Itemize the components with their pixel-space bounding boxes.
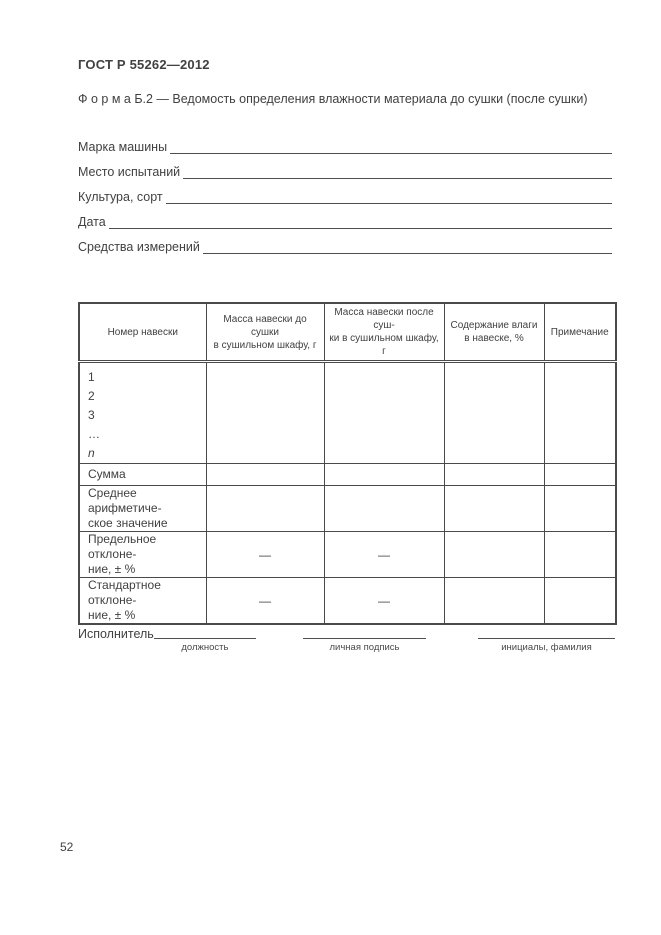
standard-number: ГОСТ Р 55262—2012: [78, 57, 210, 72]
col-header-line: в сушильном шкафу, г: [213, 339, 317, 351]
signature-caption: личная подпись: [329, 642, 400, 653]
empty-cell: [544, 532, 616, 578]
sample-numbers-cell: [79, 362, 206, 464]
table-row-samples: [79, 362, 616, 464]
form-field-crop-variety: [78, 179, 612, 204]
col-header-line: Масса навески после суш-: [334, 307, 434, 331]
dash-cell: —: [324, 532, 444, 578]
empty-cell: [544, 486, 616, 532]
dash-cell: —: [324, 578, 444, 625]
row-label-line: ние, ± %: [88, 562, 136, 576]
field-blank-line: [109, 204, 612, 229]
dash-cell: —: [206, 532, 324, 578]
empty-cell: [324, 486, 444, 532]
col-header-sample-number: [79, 303, 206, 362]
form-field-measuring-instruments: [78, 229, 612, 254]
table-row-limit-deviation: [79, 532, 616, 578]
col-header-line: в навеске, %: [464, 333, 524, 344]
empty-cell: [444, 362, 544, 464]
col-header-line: Содержание влаги: [450, 320, 538, 331]
sample-number: …: [88, 427, 100, 441]
empty-cell: [444, 578, 544, 625]
row-label: [79, 578, 206, 625]
row-label-line: Среднее арифметиче-: [88, 486, 162, 515]
signature-line: [154, 627, 256, 639]
signature-personal: [303, 627, 426, 653]
dash-cell: —: [206, 578, 324, 625]
empty-cell: [206, 464, 324, 486]
row-label: [79, 464, 206, 486]
field-label: Дата: [78, 215, 106, 229]
field-label: Место испытаний: [78, 165, 181, 179]
col-header-line: Номер навески: [107, 326, 178, 338]
row-label-line: Стандартное отклоне-: [88, 578, 161, 607]
signature-position: [154, 627, 256, 653]
form-field-date: [78, 204, 612, 229]
form-field-machine-brand: [78, 129, 612, 154]
row-label-line: ское значение: [88, 516, 168, 530]
field-blank-line: [203, 229, 612, 254]
col-header-moisture-content: [444, 303, 544, 362]
field-blank-line: [166, 179, 612, 204]
empty-cell: [544, 464, 616, 486]
empty-cell: [444, 464, 544, 486]
row-label: [79, 532, 206, 578]
signature-caption: должность: [181, 642, 229, 653]
table-header-row: [79, 303, 616, 362]
empty-cell: [444, 532, 544, 578]
empty-cell: [544, 578, 616, 625]
signature-caption: инициалы, фамилия: [501, 642, 592, 653]
sample-number: 2: [88, 389, 95, 403]
col-header-mass-after-drying: [324, 303, 444, 362]
col-header-line: Примечание: [550, 326, 609, 338]
empty-cell: [324, 362, 444, 464]
sample-number: n: [88, 446, 95, 460]
field-label: Средства измерений: [78, 240, 200, 254]
sample-number: 1: [88, 370, 95, 384]
row-label: [79, 486, 206, 532]
field-label: Культура, сорт: [78, 190, 163, 204]
empty-cell: [444, 486, 544, 532]
executor-block: [78, 627, 615, 653]
empty-cell: [206, 486, 324, 532]
field-label: Марка машины: [78, 140, 168, 154]
form-field-test-location: [78, 154, 612, 179]
table-row-average: [79, 486, 616, 532]
row-label-line: Предельное отклоне-: [88, 532, 157, 561]
signature-name: [478, 627, 615, 653]
empty-cell: [206, 362, 324, 464]
sample-number: 3: [88, 408, 95, 422]
table-row-standard-deviation: [79, 578, 616, 625]
col-header-line: ки в сушильном шкафу, г: [329, 333, 439, 357]
page-number: 52: [60, 840, 74, 854]
row-label-line: Сумма: [88, 467, 126, 481]
form-fields: [78, 129, 612, 254]
col-header-line: Масса навески до сушки: [223, 313, 307, 338]
empty-cell: [324, 464, 444, 486]
moisture-table: [78, 302, 617, 625]
signature-line: [478, 627, 615, 639]
executor-label: Исполнитель: [78, 627, 154, 641]
form-title: Ф о р м а Б.2 — Ведомость определения влажности материала до сушки (после сушки): [78, 92, 588, 106]
col-header-note: [544, 303, 616, 362]
col-header-mass-before-drying: [206, 303, 324, 362]
empty-cell: [544, 362, 616, 464]
table-row-sum: [79, 464, 616, 486]
field-blank-line: [183, 154, 612, 179]
row-label-line: ние, ± %: [88, 608, 136, 622]
signature-line: [303, 627, 426, 639]
field-blank-line: [170, 129, 612, 154]
